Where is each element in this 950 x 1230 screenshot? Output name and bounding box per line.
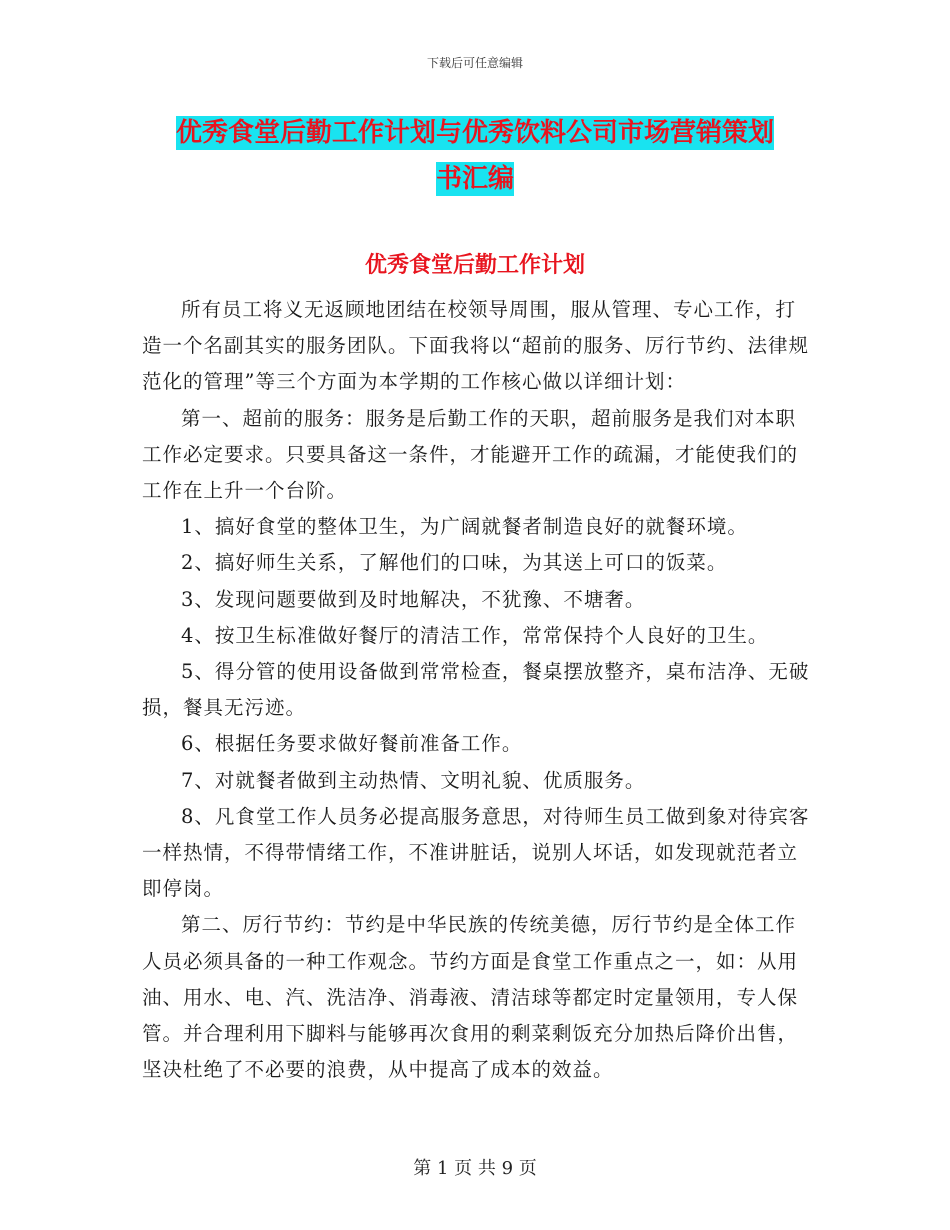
list-item: 1、搞好食堂的整体卫生，为广阔就餐者制造良好的就餐环境。 [181, 515, 748, 539]
page-footer: 第 1 页 共 9 页 [413, 1158, 537, 1179]
list-item: 2、搞好师生关系，了解他们的口味，为其送上可口的饭菜。 [181, 551, 728, 575]
document-title-line-1: 优秀食堂后勤工作计划与优秀饮料公司市场营销策划 [175, 118, 774, 148]
list-item: 4、按卫生标准做好餐厅的清洁工作，常常保持个人良好的卫生。 [181, 623, 769, 647]
list-item: 3、发现问题要做到及时地解决，不犹豫、不塘奢。 [181, 587, 646, 611]
list-item: 8、凡食堂工作人员务必提高服务意思，对待师生员工做到象对待宾客一样热情，不得带情绪工作，不准讲脏话，说别人坏话，如发现就范者立即停岗。 [142, 804, 810, 901]
list-item: 6、根据任务要求做好餐前准备工作。 [181, 732, 523, 756]
list-item: 7、对就餐者做到主动热情、文明礼貌、优质服务。 [181, 768, 646, 792]
paragraph-intro: 所有员工将义无返顾地团结在校领导周围，服从管理、专心工作，打造一个名副其实的服务团队。下面我将以“超前的服务、厉行节约、法律规范化的管理”等三个方面为本学期的工作核心做以详细计划： [142, 298, 809, 394]
document-title [0, 110, 950, 202]
body-text [142, 292, 810, 1088]
paragraph-service: 第一、超前的服务：服务是后勤工作的天职，超前服务是我们对本职工作必定要求。只要具备这一条件，才能避开工作的疏漏，才能使我们的工作在上升一个台阶。 [142, 406, 799, 503]
header-note: 下载后可任意编辑 [426, 56, 523, 70]
document-title-line-2: 书汇编 [435, 164, 514, 194]
paragraph-thrift: 第二、厉行节约：节约是中华民族的传统美德，厉行节约是全体工作人员必须具备的一种工作观念。节约方面是食堂工作重点之一，如：从用油、用水、电、汽、洗洁净、消毒液、清洁球等都定时定量领用，专人保管。并合理利用下脚料与能够再次食用的剩菜剩饭充分加热后降价出售，坚决杜绝了不必要的浪费，从中提高了成本的效益。 [142, 913, 799, 1082]
section-title: 优秀食堂后勤工作计划 [364, 252, 585, 278]
list-item: 5、得分管的使用设备做到常常检查，餐桌摆放整齐，桌布洁净、无破损，餐具无污迹。 [142, 660, 810, 720]
